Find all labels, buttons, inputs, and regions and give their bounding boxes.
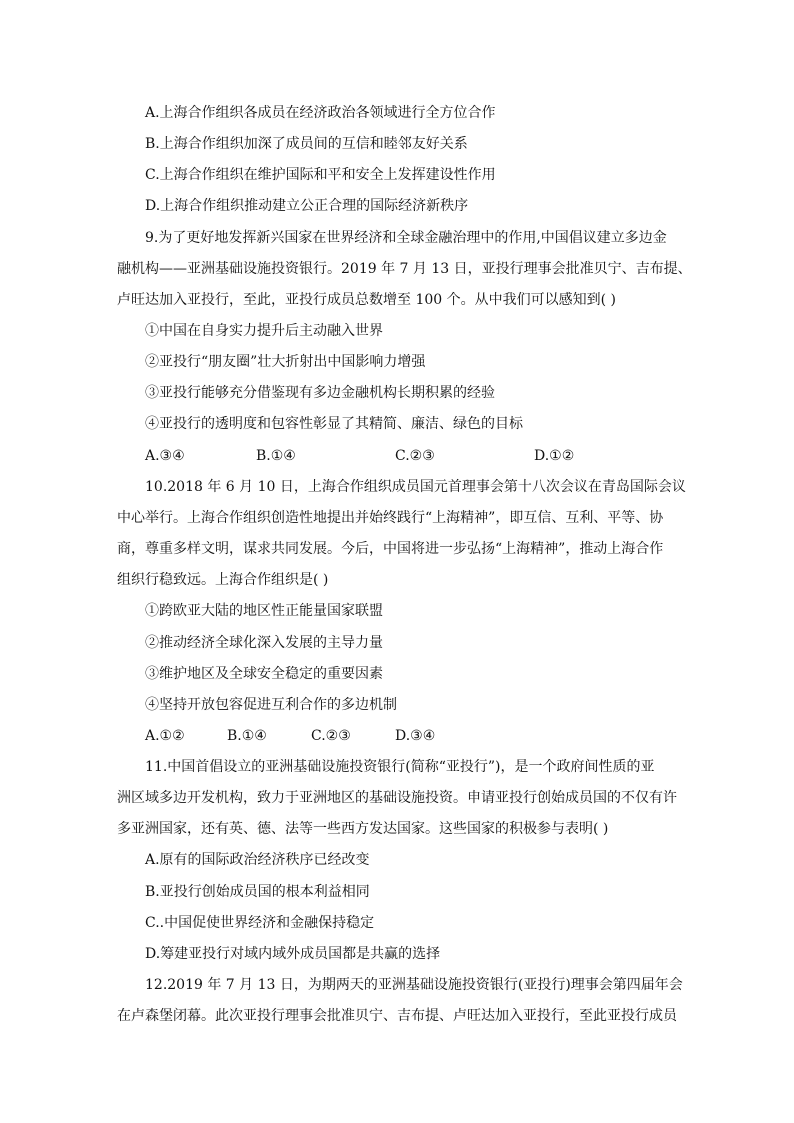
q10-stem-line-2: 中心举行。上海合作组织创造性地提出并始终践行“上海精神”，即互信、互利、平等、协 bbox=[117, 510, 664, 526]
q8-option-c: C.上海合作组织在维护国际和平和安全上发挥建设性作用 bbox=[145, 167, 496, 183]
q9-statement-2: ②亚投行“朋友圈”壮大折射出中国影响力增强 bbox=[145, 354, 426, 370]
q11-stem-line-2: 洲区域多边开发机构，致力于亚洲地区的基础设施投资。申请亚投行创始成员国的不仅有许 bbox=[117, 790, 677, 806]
q10-statement-3: ③维护地区及全球安全稳定的重要因素 bbox=[145, 666, 383, 682]
q10-choice-a: A.①② bbox=[145, 728, 185, 744]
q11-option-a: A.原有的国际政治经济秩序已经改变 bbox=[145, 852, 370, 868]
q10-stem-line-4: 组织行稳致远。上海合作组织是( ) bbox=[117, 572, 329, 588]
q10-stem-line-1: 10.2018 年 6 月 10 日，上海合作组织成员国元首理事会第十八次会议在青岛国际会议 bbox=[145, 479, 686, 495]
q11-option-d: D.筹建亚投行对域内域外成员国都是共赢的选择 bbox=[145, 946, 441, 962]
q10-choice-d: D.③④ bbox=[395, 728, 436, 744]
q11-option-c: C..中国促使世界经济和金融保持稳定 bbox=[145, 915, 375, 931]
q9-statement-4: ④亚投行的透明度和包容性彰显了其精简、廉洁、绿色的目标 bbox=[145, 416, 523, 432]
q9-choice-c: C.②③ bbox=[395, 448, 435, 464]
q9-statement-3: ③亚投行能够充分借鉴现有多边金融机构长期积累的经验 bbox=[145, 385, 495, 401]
q9-choice-d: D.①② bbox=[534, 448, 575, 464]
q9-statement-1: ①中国在自身实力提升后主动融入世界 bbox=[145, 323, 383, 339]
q12-stem-line-1: 12.2019 年 7 月 13 日，为期两天的亚洲基础设施投资银行(亚投行)理事会第四届年会 bbox=[145, 977, 683, 993]
q10-stem-line-3: 商，尊重多样文明，谋求共同发展。今后，中国将进一步弘扬“上海精神”，推动上海合作 bbox=[117, 541, 664, 557]
q9-choice-a: A.③④ bbox=[145, 448, 185, 464]
q8-option-b: B.上海合作组织加深了成员间的互信和睦邻友好关系 bbox=[145, 136, 468, 152]
q10-statement-4: ④坚持开放包容促进互利合作的多边机制 bbox=[145, 697, 397, 713]
q10-statement-1: ①跨欧亚大陆的地区性正能量国家联盟 bbox=[145, 603, 383, 619]
q8-option-d: D.上海合作组织推动建立公正合理的国际经济新秩序 bbox=[145, 198, 469, 214]
q10-choice-c: C.②③ bbox=[311, 728, 351, 744]
q11-stem-line-3: 多亚洲国家，还有英、德、法等一些西方发达国家。这些国家的积极参与表明( ) bbox=[117, 821, 609, 837]
q9-stem-line-2: 融机构——亚洲基础设施投资银行。2019 年 7 月 13 日，亚投行理事会批准贝宁、吉布提、 bbox=[117, 261, 692, 277]
q8-option-a: A.上海合作组织各成员在经济政治各领域进行全方位合作 bbox=[145, 105, 496, 121]
q12-stem-line-2: 在卢森堡闭幕。此次亚投行理事会批准贝宁、吉布提、卢旺达加入亚投行，至此亚投行成员 bbox=[117, 1008, 677, 1024]
q11-option-b: B.亚投行创始成员国的根本利益相同 bbox=[145, 884, 370, 900]
q10-choice-b: B.①④ bbox=[227, 728, 267, 744]
q9-choice-b: B.①④ bbox=[256, 448, 296, 464]
q11-stem-line-1: 11.中国首倡设立的亚洲基础设施投资银行(简称“亚投行”)，是一个政府间性质的亚 bbox=[145, 759, 655, 775]
q9-stem-line-1: 9.为了更好地发挥新兴国家在世界经济和全球金融治理中的作用,中国倡议建立多边金 bbox=[145, 230, 667, 246]
q10-statement-2: ②推动经济全球化深入发展的主导力量 bbox=[145, 635, 383, 651]
q9-stem-line-3: 卢旺达加入亚投行，至此，亚投行成员总数增至 100 个。从中我们可以感知到( ) bbox=[117, 292, 616, 308]
